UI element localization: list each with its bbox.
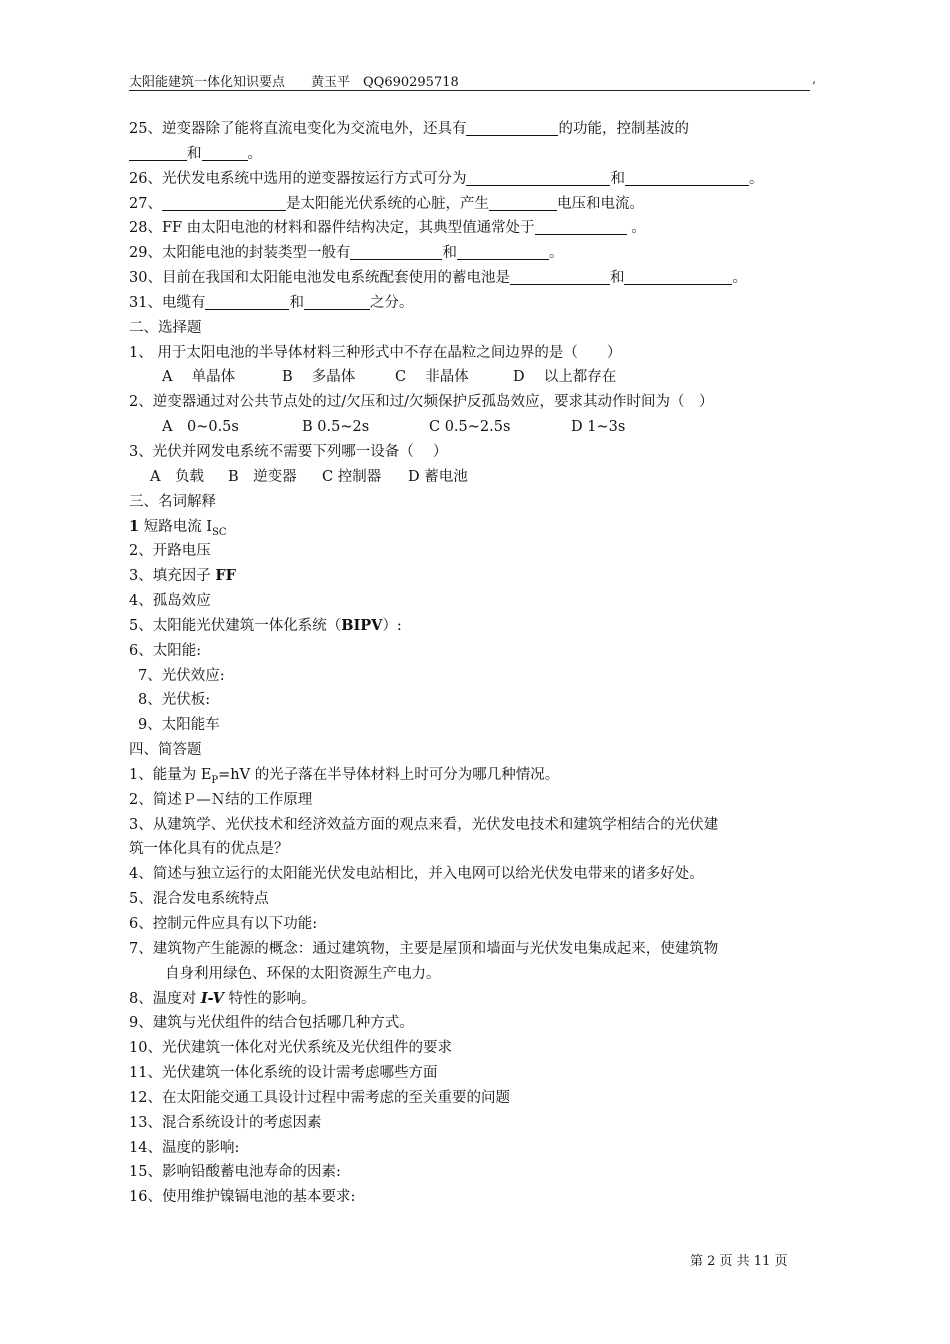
short-answer-4: 4、简述与独立运行的太阳能光伏发电站相比，并入电网可以给光伏发电带来的诸多好处。 — [129, 866, 704, 883]
option-d: D 以上都存在 — [513, 369, 617, 386]
question-31: 31、电缆有 和 之分。 — [129, 294, 414, 311]
option-b: B 逆变器 — [228, 468, 297, 485]
section-title-short-answer: 四、简答题 — [129, 742, 202, 759]
option-d: D 1~3s — [571, 419, 626, 436]
answer-blank — [625, 170, 749, 186]
choice-3-options — [129, 465, 810, 490]
short-answer-12: 12、在太阳能交通工具设计过程中需考虑的至关重要的问题 — [129, 1089, 510, 1106]
option-b: B 多晶体 — [282, 369, 356, 386]
short-answer-2: 2、简述Ｐ—Ｎ结的工作原理 — [129, 791, 313, 808]
short-answer-9: 9、建筑与光伏组件的结合包括哪几种方式。 — [129, 1015, 414, 1032]
term-3: 3、填充因子 FF — [129, 567, 236, 585]
option-c: C 控制器 — [322, 468, 382, 485]
choice-question-1: 1、 用于太阳电池的半导体材料三种形式中不存在晶粒之间边界的是（ ） — [129, 344, 622, 361]
option-c: C 0.5~2.5s — [429, 419, 511, 436]
short-answer-3-line2: 筑一体化具有的优点是？ — [129, 841, 289, 858]
answer-blank — [510, 269, 610, 285]
choice-1-options — [129, 365, 810, 390]
header-trailing-mark: , — [812, 72, 816, 86]
question-29: 29、太阳能电池的封装类型一般有 和 。 — [129, 245, 564, 262]
question-26: 26、光伏发电系统中选用的逆变器按运行方式可分为 和 。 — [129, 170, 764, 187]
answer-blank — [457, 244, 549, 260]
short-answer-13: 13、混合系统设计的考虑因素 — [129, 1114, 322, 1131]
question-25-line2: 和 。 — [129, 142, 810, 167]
short-answer-5: 5、混合发电系统特点 — [129, 891, 269, 908]
short-answer-16: 16、使用维护镍镉电池的基本要求: — [129, 1189, 356, 1206]
term-7: 7、光伏效应: — [138, 667, 225, 684]
option-c: C 非晶体 — [395, 369, 469, 386]
header-text: 太阳能建筑一体化知识要点 黄玉平 QQ690295718 — [129, 75, 459, 90]
page-number-footer: 第 2 页 共 11 页 — [690, 1254, 788, 1269]
option-d: D 蓄电池 — [408, 468, 468, 485]
term-6: 6、太阳能: — [129, 642, 202, 659]
term-9: 9、太阳能车 — [138, 717, 220, 734]
term-1: 1 短路电流 $I_{SC}$ — [129, 517, 227, 538]
option-a: A 负载 — [150, 468, 204, 485]
question-25-line1: 25、逆变器除了能将直流电变化为交流电外，还具有 的功能，控制基波的 — [129, 121, 689, 137]
option-a: A 0~0.5s — [162, 419, 239, 436]
short-answer-14: 14、温度的影响: — [129, 1139, 240, 1156]
answer-blank — [489, 195, 557, 211]
choice-question-2: 2、逆变器通过对公共节点处的过/欠压和过/欠频保护反孤岛效应，要求其动作时间为（ ） — [129, 394, 714, 411]
section-title-choice: 二、选择题 — [129, 319, 202, 336]
option-b: B 0.5~2s — [302, 419, 370, 436]
short-answer-1: 1、能量为 $E_P=hV$ 的光子落在半导体材料上时可分为哪几种情况。 — [129, 766, 560, 786]
choice-question-3: 3、光伏并网发电系统不需要下列哪一设备（ ） — [129, 443, 448, 460]
short-answer-11: 11、光伏建筑一体化系统的设计需考虑哪些方面 — [129, 1065, 438, 1082]
answer-blank — [466, 120, 558, 136]
short-answer-7-line1: 7、建筑物产生能源的概念：通过建筑物，主要是屋顶和墙面与光伏发电集成起来，使建筑物 — [129, 940, 719, 957]
document-body — [129, 117, 810, 1210]
term-4: 4、孤岛效应 — [129, 593, 211, 610]
answer-blank — [205, 294, 289, 310]
answer-blank — [466, 170, 610, 186]
term-5: 5、太阳能光伏建筑一体化系统（BIPV）: — [129, 616, 402, 634]
question-28: 28、FF 由太阳电池的材料和器件结构决定，其典型值通常处于 。 — [129, 220, 646, 237]
choice-2-options — [129, 415, 810, 440]
page-header — [129, 70, 816, 91]
answer-blank — [624, 269, 732, 285]
answer-blank — [202, 145, 248, 161]
short-answer-10: 10、光伏建筑一体化对光伏系统及光伏组件的要求 — [129, 1040, 452, 1057]
short-answer-3-line1: 3、从建筑学、光伏技术和经济效益方面的观点来看，光伏发电技术和建筑学相结合的光伏建 — [129, 816, 719, 833]
answer-blank — [535, 219, 627, 235]
answer-blank — [304, 294, 370, 310]
answer-blank — [129, 145, 187, 161]
answer-blank — [350, 244, 442, 260]
short-answer-8: 8、温度对 I-V 特性的影响。 — [129, 989, 316, 1007]
answer-blank — [162, 195, 286, 211]
section-title-terms: 三、名词解释 — [129, 493, 216, 510]
short-answer-7-line2: 自身利用绿色、环保的太阳资源生产电力。 — [165, 965, 441, 982]
term-8: 8、光伏板: — [138, 692, 211, 709]
question-27: 27、 是太阳能光伏系统的心脏，产生 电压和电流。 — [129, 195, 644, 212]
short-answer-15: 15、影响铅酸蓄电池寿命的因素: — [129, 1164, 341, 1181]
option-a: A 单晶体 — [162, 369, 236, 386]
term-2: 2、开路电压 — [129, 543, 211, 560]
short-answer-6: 6、控制元件应具有以下功能: — [129, 916, 318, 932]
question-30: 30、目前在我国和太阳能电池发电系统配套使用的蓄电池是 和 。 — [129, 270, 747, 287]
